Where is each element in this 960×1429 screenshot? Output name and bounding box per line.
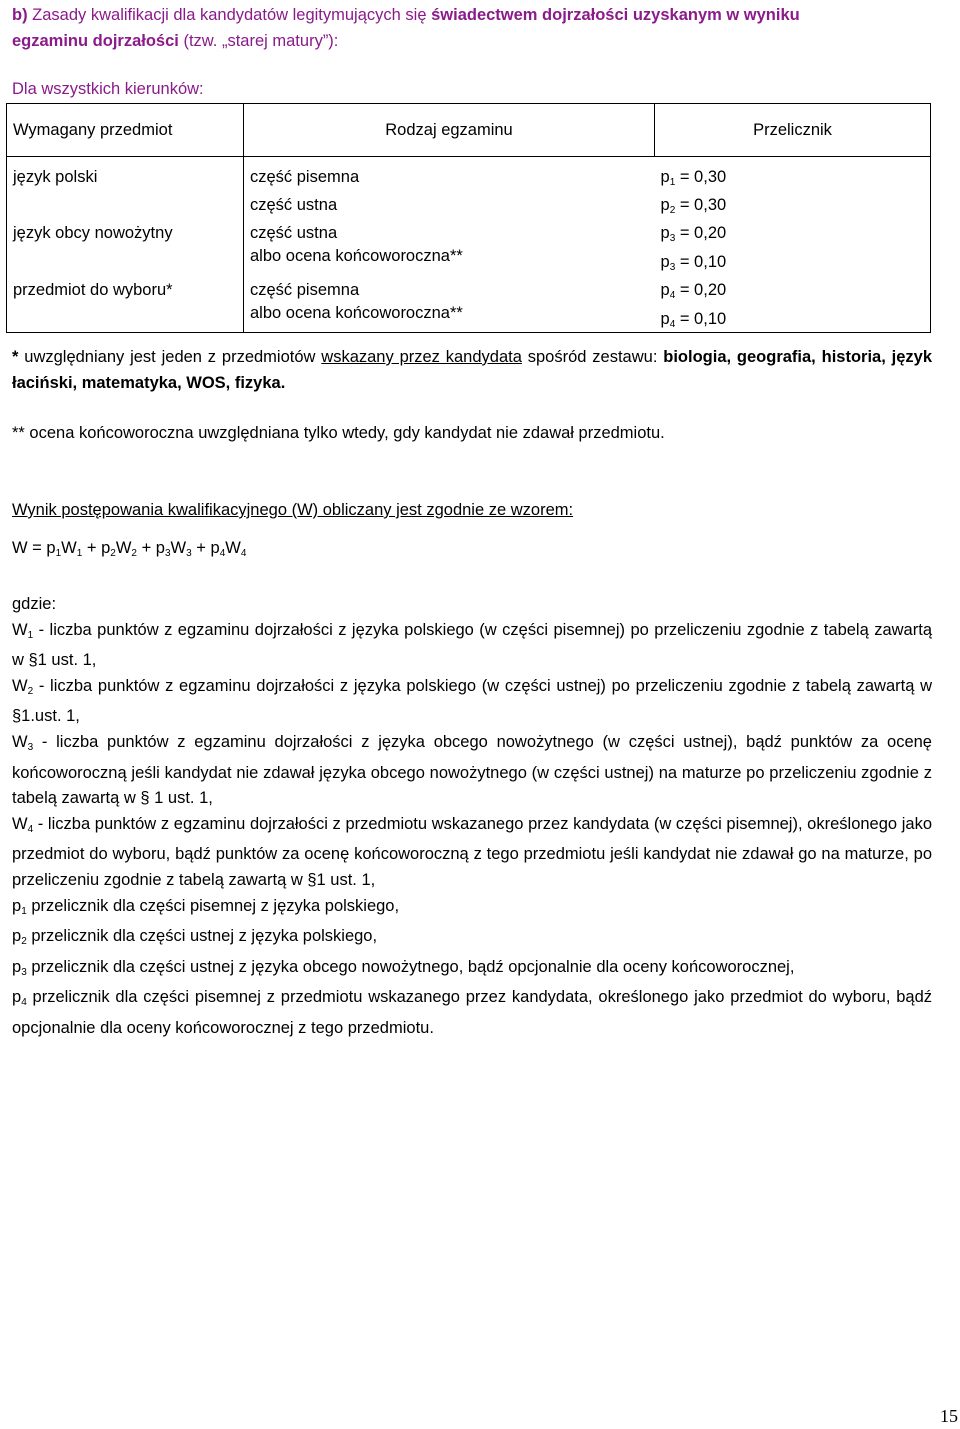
exam-foreign-oral: część ustna bbox=[250, 224, 338, 242]
factor-p1 bbox=[661, 157, 925, 192]
formula-sub: 2 bbox=[110, 548, 116, 559]
footnote-text: uwzględniany jest jeden z przedmiotów bbox=[18, 348, 322, 366]
factor-p3b bbox=[661, 249, 925, 275]
formula-prefix: W = bbox=[12, 539, 47, 557]
factor-value: = 0,30 bbox=[675, 168, 727, 186]
factor-subscript: 2 bbox=[669, 205, 676, 216]
factor-cell bbox=[655, 218, 931, 275]
exam-cell bbox=[244, 275, 655, 333]
all-faculties-heading: Dla wszystkich kierunków: bbox=[12, 80, 204, 98]
def-subscript: 2 bbox=[21, 936, 27, 948]
exam-cell bbox=[244, 218, 655, 275]
spacer bbox=[13, 249, 237, 275]
formula-w: W bbox=[170, 539, 187, 557]
def-text: przelicznik dla części pisemnej z przedmiotu wskazanego przez kandydata, określonego jako przedmiot do wyboru, bądź opcjonalnie dla oceny końcoworocznej z tego przedmiotu. bbox=[12, 988, 932, 1037]
def-text: przelicznik dla części ustnej z języka polskiego, bbox=[26, 927, 378, 946]
def-text: - liczba punktów z egzaminu dojrzałości z języka polskiego (w części ustnej) po przeliczeniu zgodnie z tabelą zawartą w §1.ust. 1, bbox=[12, 676, 932, 726]
definitions-intro: gdzie: bbox=[12, 595, 57, 613]
footnote-underlined: wskazany przez kandydata bbox=[321, 348, 522, 366]
formula-term bbox=[211, 539, 247, 557]
formula-plus: + bbox=[191, 539, 211, 557]
footnote-double-star: ** ocena końcoworoczna uwzględniana tylko wtedy, gdy kandydat nie zdawał przedmiotu. bbox=[12, 424, 665, 442]
section-title-line-1 bbox=[12, 4, 800, 26]
def-symbol: W bbox=[12, 620, 28, 639]
formula-p: p bbox=[210, 539, 220, 557]
formula-sub: 4 bbox=[219, 548, 226, 559]
def-symbol: p bbox=[12, 957, 22, 976]
factor-symbol: p bbox=[660, 253, 670, 271]
formula-plus: + bbox=[82, 539, 102, 557]
def-symbol: p bbox=[12, 927, 22, 946]
formula-sub: 4 bbox=[240, 548, 247, 559]
subject-cell bbox=[7, 275, 244, 333]
footnote-star bbox=[12, 345, 932, 396]
definition-w3 bbox=[12, 730, 932, 812]
exam-cell bbox=[244, 157, 655, 219]
title-bold-text: świadectwem dojrzałości uzyskanym w wyniku bbox=[431, 6, 800, 24]
definition-p2 bbox=[12, 924, 932, 955]
formula-p: p bbox=[101, 539, 111, 557]
header-exam: Rodzaj egzaminu bbox=[244, 104, 655, 157]
definition-w1 bbox=[12, 618, 932, 674]
spacer bbox=[13, 306, 237, 332]
formula-plus: + bbox=[136, 539, 156, 557]
def-subscript: 4 bbox=[27, 823, 34, 835]
formula-w: W bbox=[115, 539, 132, 557]
definition-w4 bbox=[12, 812, 932, 894]
subject-cell bbox=[7, 218, 244, 275]
def-text: - liczba punktów z egzaminu dojrzałości z języka polskiego (w części pisemnej) po przeliczeniu zgodnie z tabelą zawartą w §1 ust. 1, bbox=[12, 620, 932, 670]
page-number: 15 bbox=[940, 1406, 958, 1426]
qualification-table bbox=[6, 103, 931, 333]
formula-heading: Wynik postępowania kwalifikacyjnego (W) obliczany jest zgodnie ze wzorem: bbox=[12, 501, 574, 519]
factor-cell bbox=[655, 157, 931, 219]
formula bbox=[12, 536, 932, 567]
table-row bbox=[7, 275, 931, 333]
formula-term bbox=[46, 539, 101, 557]
subject-polish: język polski bbox=[13, 168, 98, 186]
exam-foreign-alt: albo ocena końcoworoczna** bbox=[250, 247, 463, 265]
table-header-row bbox=[7, 104, 931, 157]
exam-polish-oral: część ustna bbox=[250, 196, 338, 214]
factor-subscript: 4 bbox=[669, 319, 676, 330]
def-subscript: 2 bbox=[27, 685, 34, 697]
factor-p2 bbox=[661, 192, 925, 218]
def-subscript: 3 bbox=[21, 966, 27, 978]
formula-sub: 3 bbox=[186, 548, 192, 559]
exam-choice-alt: albo ocena końcoworoczna** bbox=[250, 304, 463, 322]
factor-subscript: 1 bbox=[669, 177, 676, 188]
factor-value: = 0,10 bbox=[675, 310, 727, 328]
exam-polish-written: część pisemna bbox=[250, 168, 360, 186]
factor-symbol: p bbox=[660, 196, 670, 214]
factor-symbol: p bbox=[660, 310, 670, 328]
def-text: przelicznik dla części pisemnej z języka polskiego, bbox=[26, 896, 400, 915]
formula-p: p bbox=[155, 539, 165, 557]
def-subscript: 3 bbox=[27, 741, 34, 753]
factor-p3a bbox=[661, 218, 925, 249]
subject-cell bbox=[7, 157, 244, 219]
formula-p: p bbox=[46, 539, 56, 557]
header-factor: Przelicznik bbox=[655, 104, 931, 157]
spacer bbox=[13, 192, 237, 218]
exam-choice-written: część pisemna bbox=[250, 281, 360, 299]
factor-symbol: p bbox=[660, 281, 670, 299]
formula-sub: 1 bbox=[76, 548, 83, 559]
def-subscript: 1 bbox=[21, 905, 27, 917]
definitions bbox=[12, 592, 932, 1042]
formula-w: W bbox=[225, 539, 241, 557]
factor-subscript: 4 bbox=[669, 290, 676, 301]
formula-sub: 1 bbox=[55, 548, 62, 559]
table-row bbox=[7, 218, 931, 275]
def-subscript: 4 bbox=[21, 997, 27, 1009]
factor-value: = 0,20 bbox=[675, 281, 727, 299]
def-symbol: W bbox=[12, 676, 28, 695]
def-text: - liczba punktów z egzaminu dojrzałości z języka obcego nowożytnego (w części ustnej), bądź punktów za ocenę końcoworoczną jeśli kandydat nie zdawał języka obcego nowożytnego (w części ustnej) na maturze po przeliczeniu zgodnie z tabelą zawartą w § 1 ust. 1, bbox=[12, 732, 932, 808]
factor-symbol: p bbox=[660, 168, 670, 186]
def-symbol: p bbox=[12, 896, 22, 915]
factor-value: = 0,10 bbox=[675, 253, 727, 271]
header-subject: Wymagany przedmiot bbox=[7, 104, 244, 157]
section-title-line-2 bbox=[12, 30, 338, 52]
subject-foreign: język obcy nowożytny bbox=[13, 224, 173, 242]
formula-sub: 3 bbox=[164, 548, 171, 559]
factor-subscript: 3 bbox=[669, 262, 676, 273]
definition-p3 bbox=[12, 955, 932, 986]
formula-sub: 2 bbox=[131, 548, 137, 559]
factor-cell bbox=[655, 275, 931, 333]
definition-p4 bbox=[12, 985, 932, 1041]
definition-p1 bbox=[12, 894, 932, 925]
title-text-2: (tzw. „starej matury”): bbox=[178, 32, 339, 50]
subject-choice: przedmiot do wyboru* bbox=[13, 281, 173, 299]
factor-subscript: 3 bbox=[669, 233, 676, 244]
footnote-subject-list: biologia, geografia, historia, język łaciński, matematyka, WOS, fizyka. bbox=[12, 348, 932, 392]
factor-p4a bbox=[661, 275, 925, 306]
def-symbol: W bbox=[12, 814, 28, 833]
def-text: - liczba punktów z egzaminu dojrzałości z przedmiotu wskazanego przez kandydata (w części pisemnej), określonego jako przedmiot do wyboru, bądź punktów za ocenę końcoworoczną z tego przedmiotu jeśli kandydat nie zdawał go na maturze, po przeliczeniu zgodnie z tabelą zawartą w §1 ust. 1, bbox=[12, 814, 932, 889]
formula-term bbox=[156, 539, 211, 557]
factor-value: = 0,20 bbox=[675, 224, 727, 242]
table-row bbox=[7, 157, 931, 219]
title-bold-text-2: egzaminu dojrzałości bbox=[12, 32, 179, 50]
factor-p4b bbox=[661, 306, 925, 332]
definition-w2 bbox=[12, 674, 932, 730]
footnote-text-2: spośród zestawu: bbox=[521, 348, 664, 366]
formula-term bbox=[101, 539, 156, 557]
title-text: Zasady kwalifikacji dla kandydatów legitymujących się bbox=[27, 6, 432, 24]
def-text: przelicznik dla części ustnej z języka obcego nowożytnego, bądź opcjonalnie dla oceny końcoworocznej, bbox=[26, 957, 795, 976]
section-letter: b) bbox=[12, 6, 28, 24]
factor-symbol: p bbox=[660, 224, 670, 242]
factor-value: = 0,30 bbox=[675, 196, 727, 214]
def-symbol: p bbox=[12, 988, 22, 1007]
formula-w: W bbox=[61, 539, 77, 557]
def-subscript: 1 bbox=[27, 629, 34, 641]
footnote-marker: * bbox=[12, 348, 19, 366]
def-symbol: W bbox=[12, 732, 28, 751]
